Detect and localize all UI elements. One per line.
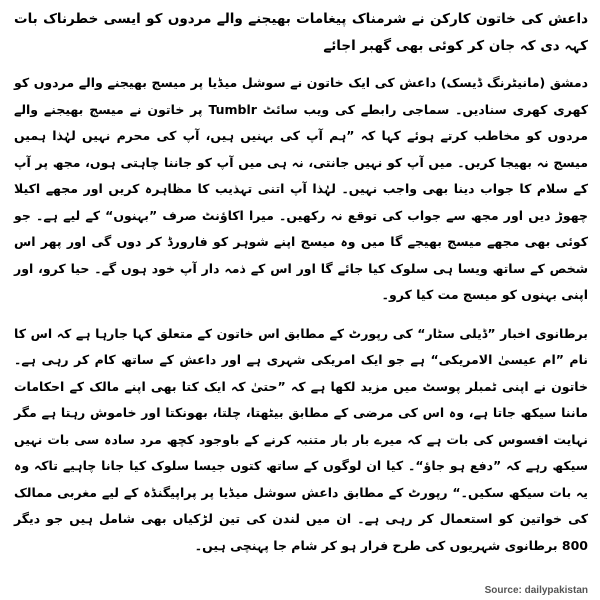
article-headline: داعش کی خاتون کارکن نے شرمناک پیغامات بھیجنے والے مردوں کو ایسی خطرناک بات کہہ دی کہ جان کر کوئی بھی گھبر اجائے bbox=[14, 11, 588, 54]
article-paragraph: برطانوی اخبار ”ڈیلی سٹار“ کی رپورٹ کے مطابق اس خاتون کے متعلق کہا جارہا ہے کہ اس کا نام ”ام عیسیٰ الامریکی“ ہے جو ایک امریکی شہری ہے اور داعش کے ساتھ کام کر رہی ہے۔ خاتون نے اپنی ٹمبلر پوسٹ میں مزید لکھا ہے کہ ”حتیٰ کہ ایک کتا بھی اپنے مالک کے احکامات ماننا سیکھ جاتا ہے، وہ اس کی مرضی کے مطابق بیٹھتا، چلتا، بھونکتا اور خاموش رہتا ہے مگر نہایت افسوس کی بات ہے کہ میرے بار بار متنبہ کرنے کے باوجود کچھ مرد سادہ سی بات نہیں سیکھ رہے کہ ”دفع ہو جاؤ“۔ کیا ان لوگوں کے ساتھ کتوں جیسا سلوک کیا جانا چاہیے تاکہ وہ یہ بات سیکھ سکیں۔“ رپورٹ کے مطابق داعش سوشل میڈیا پر پراپیگنڈہ کے لیے مغربی ممالک کی خواتین کو استعمال کر رہی ہے۔ ان میں لندن کی تین لڑکیاں بھی شامل ہیں جو دیگر 800 برطانوی شہریوں کی طرح فرار ہو کر شام جا پہنچی ہیں۔ bbox=[14, 325, 588, 553]
article bbox=[14, 6, 588, 559]
source-credit: Source: dailypakistan bbox=[484, 585, 588, 596]
article-paragraph: دمشق (مانیٹرنگ ڈیسک) داعش کی ایک خاتون نے سوشل میڈیا پر میسج بھیجنے والے مردوں کو کھری کھری سنادیں۔ سماجی رابطے کی ویب سائٹ Tumblr پر خاتون نے میسج بھیجنے والے مردوں کو مخاطب کرتے ہوئے کہا کہ ”ہم آپ کی بہنیں ہیں، آپ کی محرم نہیں لہٰذا ہمیں میسج نہ بھیجا کریں۔ میں آپ کو نہیں جانتی، نہ ہی میں آپ کو جاننا چاہتی ہوں، مجھ پر آپ کے سلام کا جواب دینا بھی واجب نہیں۔ لہٰذا آپ اتنی تہذیب کا مظاہرہ کریں اور مجھے اکیلا چھوڑ دیں اور مجھ سے جواب کی توقع نہ رکھیں۔ میرا اکاؤنٹ صرف ”بہنوں“ کے لیے ہے۔ جو کوئی بھی مجھے میسج بھیجے گا میں وہ میسج اپنے شوہر کو فارورڈ کر دوں گی اور پھر اس شخص کے ساتھ ویسا ہی سلوک کیا جائے گا اور اس کے ذمہ دار آپ خود ہوں گے۔ حیا کرو، اور اپنی بہنوں کو میسج مت کیا کرو۔ bbox=[14, 75, 588, 302]
